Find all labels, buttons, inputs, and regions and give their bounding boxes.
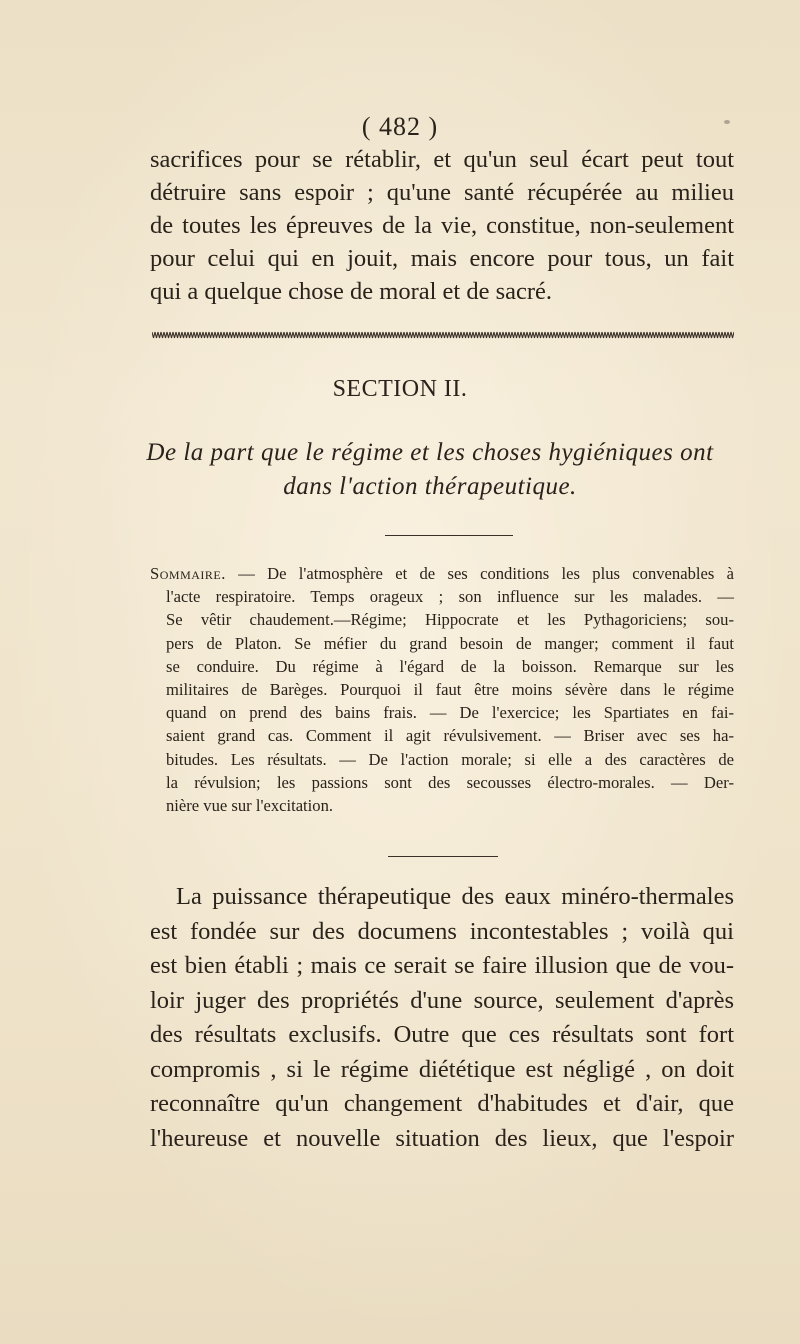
text-line: est bien établi ; mais ce serait se faire illusion que de vou- — [150, 952, 734, 979]
summary-line: saient grand cas. Comment il agit révulsivement. — Briser avec ses ha- — [166, 726, 734, 746]
text-line: qui a quelque chose de moral et de sacré. — [150, 278, 553, 305]
section-title: SECTION II. — [332, 376, 468, 402]
main-paragraph — [150, 880, 734, 1156]
text-line: pour celui qui en jouit, mais encore pour tous, un fait — [150, 245, 734, 272]
subtitle-line: dans l'action thérapeutique. — [283, 473, 577, 500]
summary-line: militaires de Barèges. Pourquoi il faut être moins sévère dans le régime — [166, 680, 734, 700]
summary-label: Sommaire. — [150, 564, 226, 583]
page-number: ( 482 ) — [361, 112, 439, 141]
summary-block — [150, 562, 734, 817]
summary-line: quand on prend des bains frais. — De l'exercice; les Spartiates en fai- — [166, 703, 734, 723]
zigzag-ornament-icon — [152, 329, 734, 341]
summary-line: bitudes. Les résultats. — De l'action morale; si elle a des caractères de — [166, 749, 734, 769]
summary-line: nière vue sur l'excitation. — [166, 796, 334, 816]
summary-line: Se vêtir chaudement.—Régime; Hippocrate et les Pythagoriciens; sou- — [166, 610, 734, 630]
summary-text: — De l'atmosphère et de ses conditions les plus convenables à — [225, 564, 734, 583]
divider-rule — [385, 535, 513, 536]
summary-line: l'acte respiratoire. Temps orageux ; son influence sur les malades. — — [166, 587, 734, 607]
text-line: détruire sans espoir ; qu'une santé récupérée au milieu — [150, 179, 734, 206]
text-line: loir juger des propriétés d'une source, seulement d'après — [150, 986, 734, 1014]
text-line: est fondée sur des documens incontestables ; voilà qui — [150, 917, 734, 945]
text-line: La puissance thérapeutique des eaux minéro-thermales — [176, 883, 734, 910]
top-paragraph — [150, 143, 734, 308]
summary-line: la révulsion; les passions sont des secousses électro-morales. — Der- — [166, 772, 734, 792]
text-line: des résultats exclusifs. Outre que ces résultats sont fort — [150, 1021, 734, 1048]
summary-line: se conduire. Du régime à l'égard de la boisson. Remarque sur les — [166, 656, 734, 676]
section-subtitle — [120, 436, 740, 504]
ornamental-divider — [152, 329, 734, 341]
summary-line: pers de Platon. Se méfier du grand besoin de manger; comment il faut — [166, 633, 734, 653]
summary-first-line — [150, 562, 734, 585]
text-line: l'heureuse et nouvelle situation des lieux, que l'espoir — [150, 1124, 734, 1152]
text-line: reconnaître qu'un changement d'habitudes et d'air, que — [150, 1090, 734, 1117]
text-line: sacrifices pour se rétablir, et qu'un seul écart peut tout — [150, 146, 734, 173]
text-line: compromis , si le régime diététique est négligé , on doit — [150, 1055, 734, 1083]
subtitle-line: De la part que le régime et les choses hygiéniques ont — [146, 439, 714, 466]
divider-rule — [388, 856, 498, 857]
text-line: de toutes les épreuves de la vie, constitue, non-seulement — [150, 212, 734, 239]
